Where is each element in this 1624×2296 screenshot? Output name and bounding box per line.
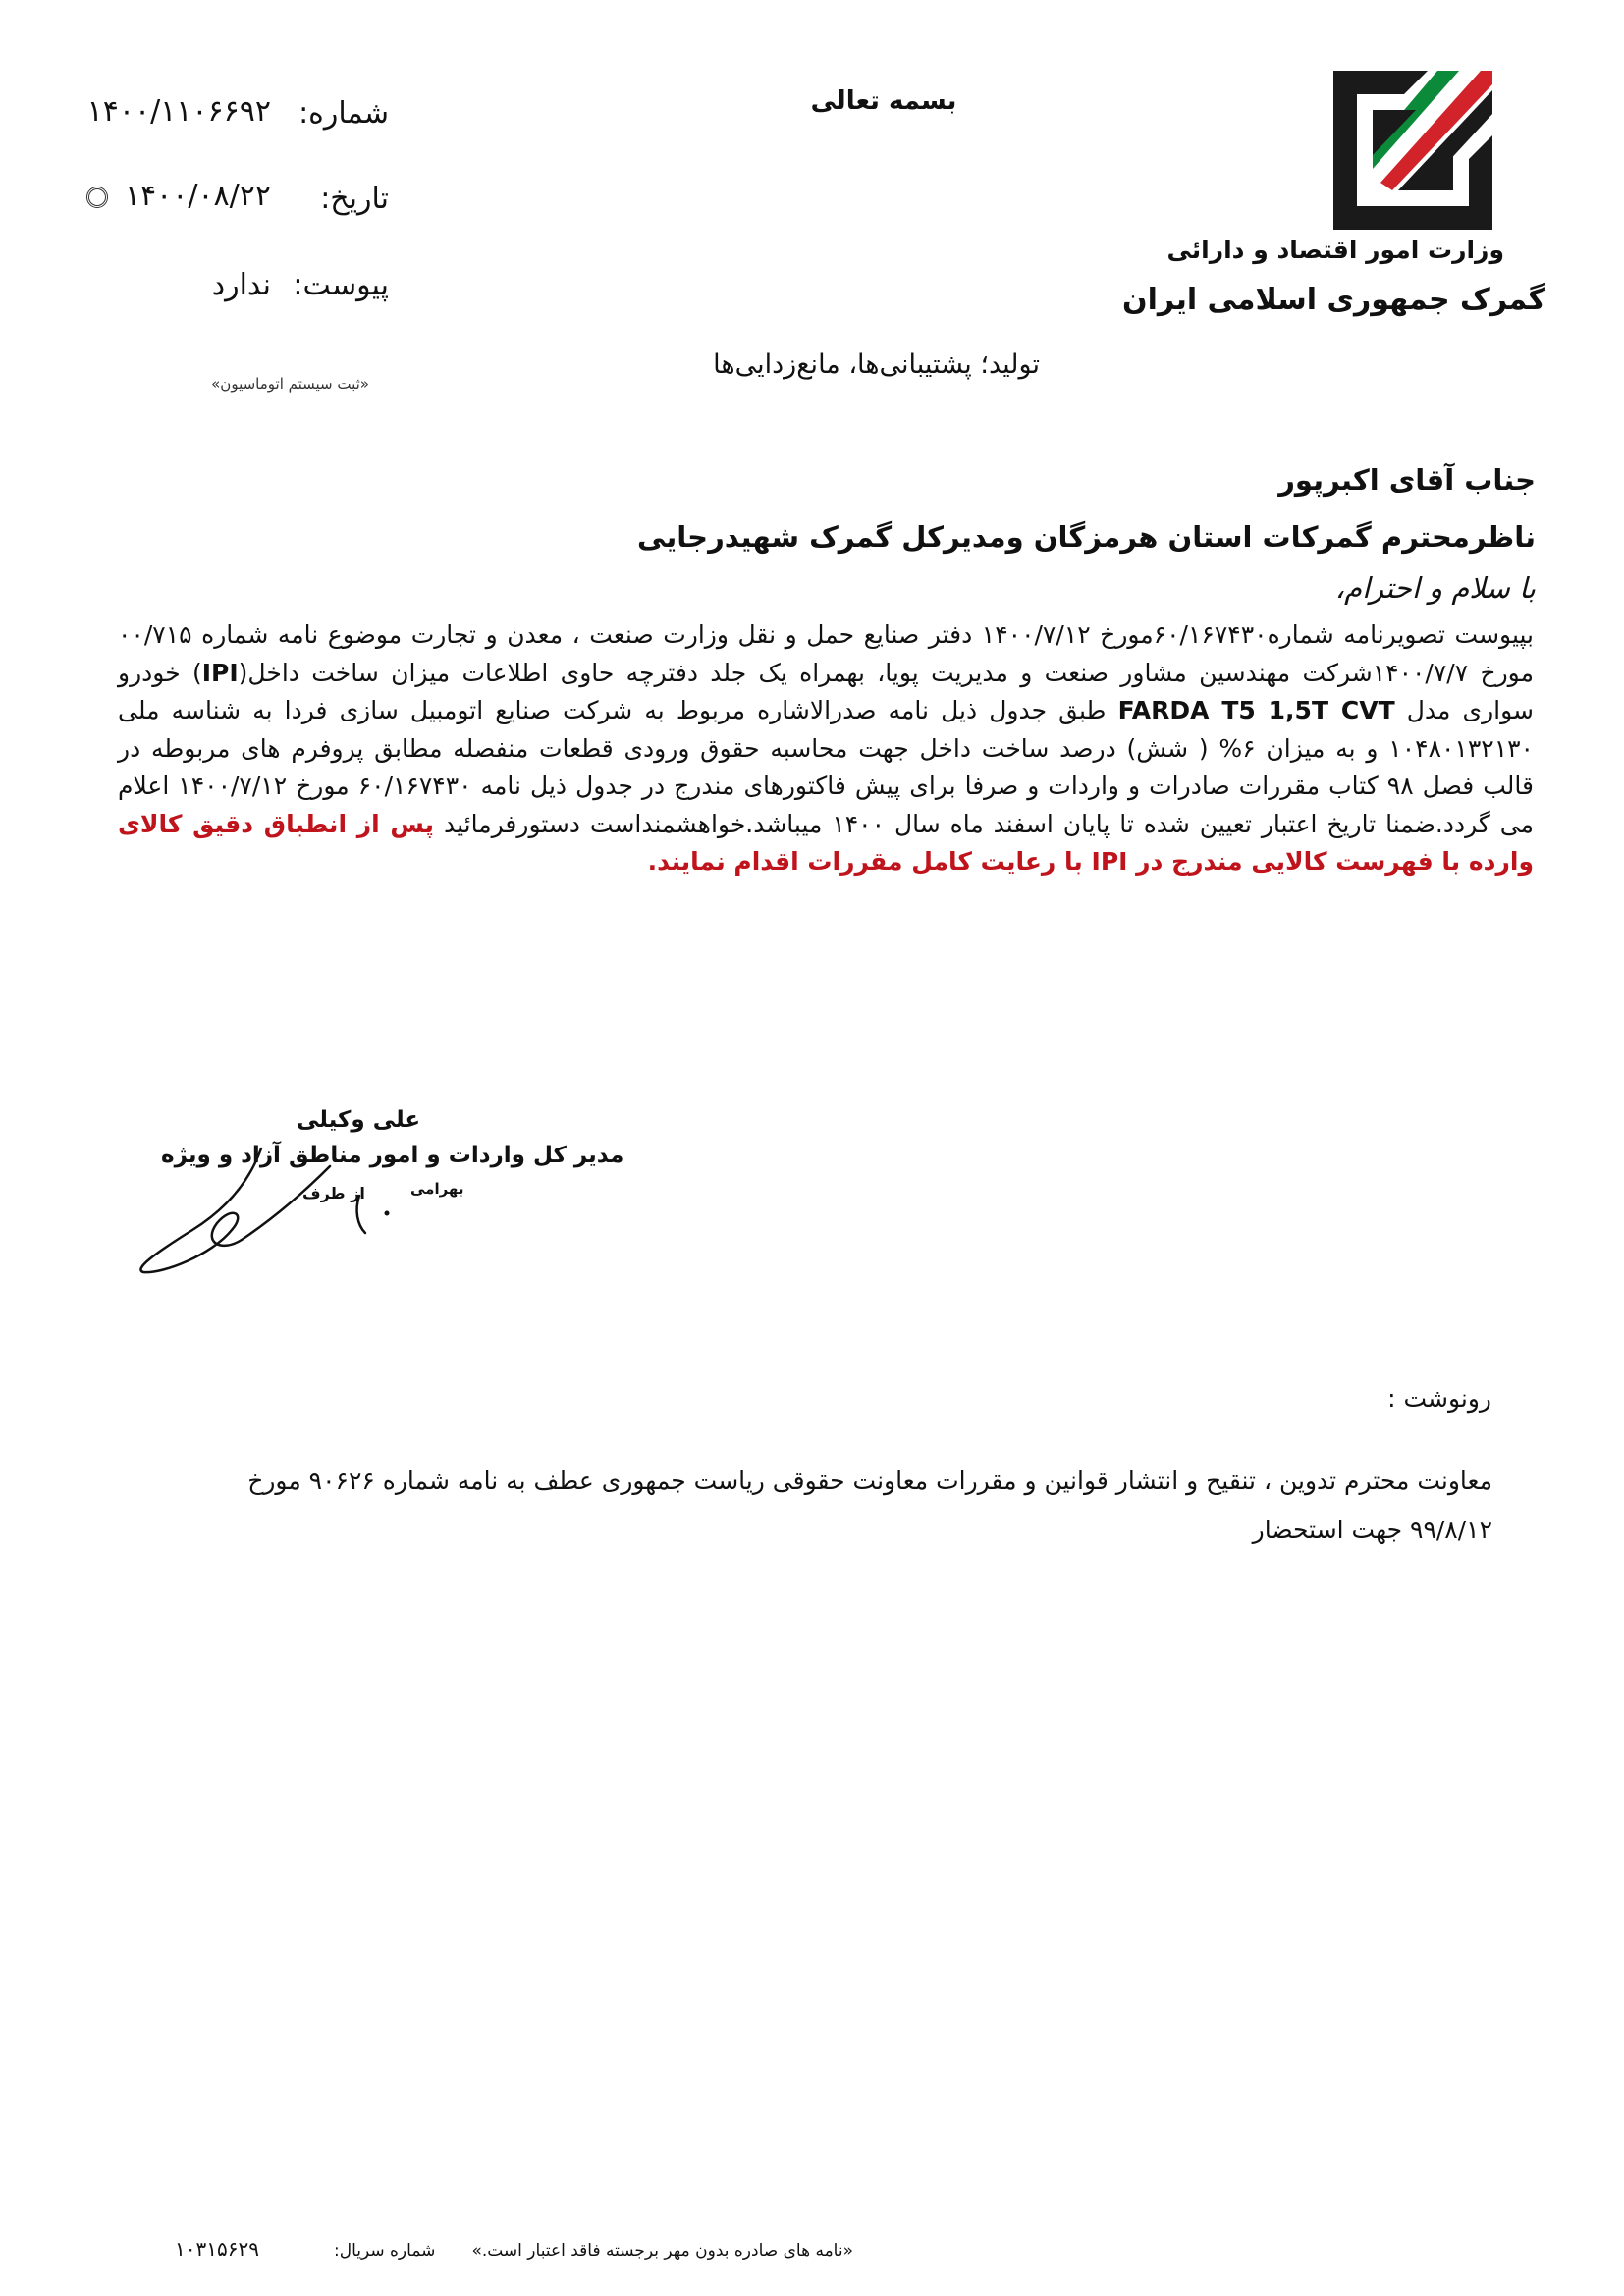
customs-name: گمرک جمهوری اسلامی ایران (1122, 283, 1545, 317)
body-part-3: طبق جدول ذیل نامه صدرالاشاره مربوط به شرکت صنایع اتومبیل سازی فردا به شناسه ملی ۱۰۴۸۰۱۳۲۱۳۰ و به میزان ۶% ( شش) درصد ساخت داخل جهت محاسبه حقوق ورودی قطعات منفصله مطابق پروفرم های مربوطه در قالب فصل ۹۸ کتاب مقررات صادرات و واردات و صرفا برای پیش فاکتورهای مندرج در جدول ذیل نامه ۶۰/۱۶۷۴۳۰ مورخ ۱۴۰۰/۷/۱۲ اعلام می گردد.ضمنا تاریخ اعتبار تعیین شده تا پایان اسفند ماه سال ۱۴۰۰ میباشد.خواهشمنداست دستورفرمائید (118, 696, 1534, 838)
seal-mark-icon (86, 187, 108, 208)
serial-number-label: شماره سریال: (334, 2241, 436, 2261)
letter-body (118, 616, 1534, 881)
letter-number-label: شماره: (298, 96, 389, 131)
recipient-title: ناظرمحترم گمرکات استان هرمزگان ومدیرکل گمرک شهیدرجایی (637, 520, 1536, 554)
on-behalf-label: از طرف (302, 1184, 365, 1202)
body-part-1: بپیوست تصویرنامه شماره۶۰/۱۶۷۴۳۰مورخ ۱۴۰۰/۷/۱۲ دفتر صنایع حمل و نقل وزارت صنعت ، معدن و تجارت موضوع نامه شماره ۰۰/۷۱۵ مورخ ۱۴۰۰/۷/۷شرکت مهندسین مشاور صنعت و مدیریت پویا، بهمراه یک جلد دفترچه حاوی اطلاعات میزان ساخت داخل( (118, 620, 1534, 687)
letter-subject: تولید؛ پشتیبانی‌ها، مانع‌زدایی‌ها (713, 349, 1040, 380)
serial-number-value: ۱۰۳۱۵۶۲۹ (175, 2237, 259, 2261)
cc-text: معاونت محترم تدوین ، تنقیح و انتشار قوانین و مقررات معاونت حقوقی ریاست جمهوری عطف به نامه شماره ۹۰۶۲۶ مورخ ۹۹/۸/۱۲ جهت استحضار (247, 1467, 1492, 1544)
auto-registration-note: «ثبت سیستم اتوماسیون» (211, 375, 369, 393)
body-red-clause: پس از انطباق دقیق کالای وارده با فهرست کالایی مندرج در IPI با رعایت کامل مقررات اقدام نمایند. (118, 809, 1534, 876)
signatory-name: علی وکیلی (297, 1107, 421, 1133)
body-ipi: IPI (201, 658, 239, 687)
body-car-model: FARDA T5 1,5T CVT (1117, 696, 1395, 724)
attachment-value: ندارد (211, 268, 271, 302)
letter-number-value: ۱۴۰۰/۱۱۰۶۶۹۲ (86, 94, 271, 129)
body-part-2: ) خودرو سواری مدل (118, 658, 1534, 724)
cc-label: رونوشت : (1387, 1384, 1491, 1413)
recipient-name: جناب آقای اکبرپور (1278, 463, 1536, 497)
attachment-label: پیوست: (293, 268, 389, 302)
customs-logo-icon (1333, 71, 1492, 230)
signatory-title: مدیر کل واردات و امور مناطق آزاد و ویژه (161, 1143, 624, 1168)
footer-validity-note: «نامه های صادره بدون مهر برجسته فاقد اعتبار است.» (471, 2241, 853, 2261)
letter-date-value: ۱۴۰۰/۰۸/۲۲ (124, 179, 271, 213)
signer-name: بهرامی (410, 1180, 464, 1198)
greeting: با سلام و احترام، (1334, 571, 1536, 605)
basmala: بسمه تعالی (810, 86, 957, 116)
letter-date-label: تاریخ: (320, 182, 389, 216)
ministry-name: وزارت امور اقتصاد و دارائی (1166, 236, 1504, 264)
